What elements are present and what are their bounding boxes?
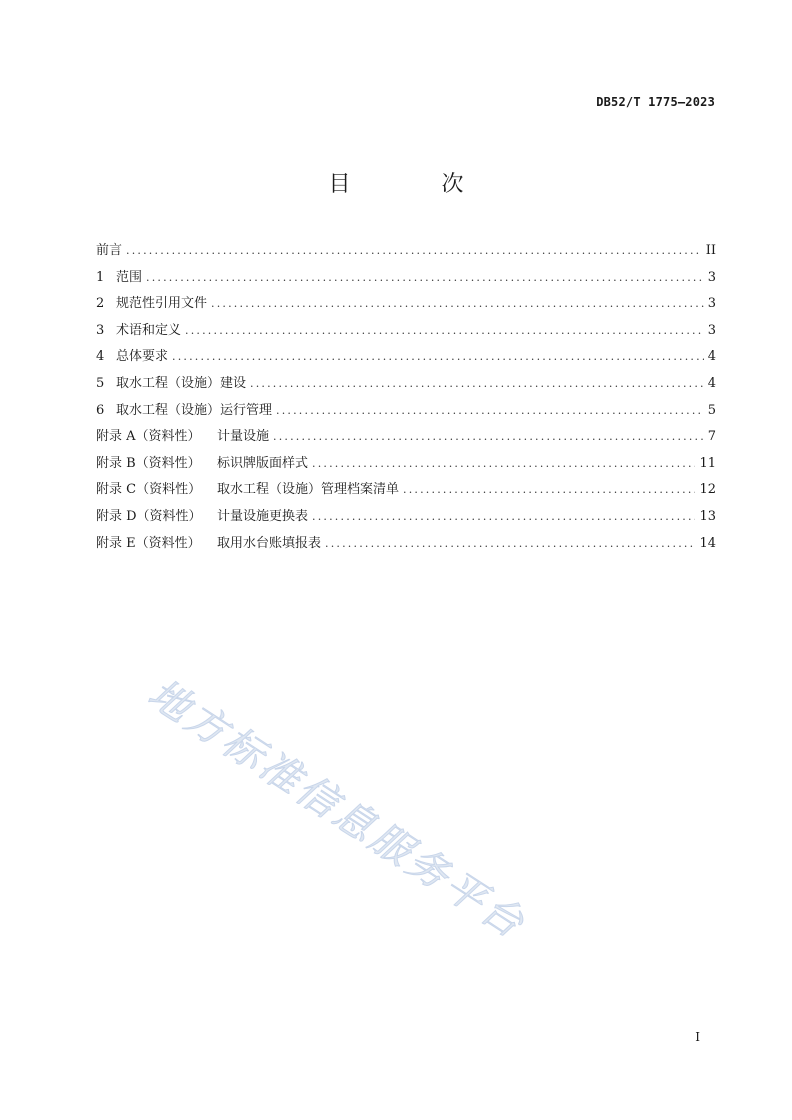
toc-appendix-head: 附录 E（资料性） xyxy=(96,535,201,551)
toc-entry-page: 4 xyxy=(707,375,716,391)
toc-entry-number: 2 xyxy=(96,296,105,312)
toc-leader-dots xyxy=(211,297,704,310)
toc-entry-label: 前言 xyxy=(96,243,123,258)
toc-entry-number: 5 xyxy=(96,375,105,391)
toc-entry-label: 取水工程（设施）运行管理 xyxy=(116,402,273,418)
toc-entry-label: 范围 xyxy=(116,269,143,285)
toc-entry-page: 3 xyxy=(707,269,716,285)
toc-entry-page: 13 xyxy=(699,508,716,524)
toc-entry-construction[interactable] xyxy=(96,372,716,399)
toc-leader-dots xyxy=(146,271,704,284)
toc-entry-page: 12 xyxy=(699,482,716,498)
toc-leader-dots xyxy=(312,510,695,523)
watermark: 地方标准信息服务平台 xyxy=(140,670,535,949)
page-number: I xyxy=(695,1030,700,1044)
toc-entry-number: 6 xyxy=(96,402,105,418)
document-code: DB52/T 1775—2023 xyxy=(596,95,715,109)
toc-entry-operation-management[interactable] xyxy=(96,399,716,426)
toc-leader-dots xyxy=(325,537,695,550)
toc-entry-foreword[interactable] xyxy=(96,239,716,266)
toc-appendix-label: 取水工程（设施）管理档案清单 xyxy=(217,482,400,498)
toc-entry-number: 4 xyxy=(96,349,105,365)
toc-appendix-e[interactable] xyxy=(96,532,716,559)
toc-entry-page: 3 xyxy=(707,296,716,312)
toc-leader-dots xyxy=(276,404,704,417)
toc-appendix-label: 计量设施 xyxy=(217,429,270,445)
toc-entry-page: 7 xyxy=(707,429,716,445)
toc-leader-dots xyxy=(172,350,704,363)
toc-entry-page: II xyxy=(705,243,716,258)
toc-entry-number: 3 xyxy=(96,322,105,338)
toc-entry-label: 规范性引用文件 xyxy=(116,296,208,312)
toc-leader-dots xyxy=(250,377,704,390)
toc-appendix-label: 计量设施更换表 xyxy=(217,508,309,524)
toc-leader-dots xyxy=(185,324,704,337)
toc-entry-number: 1 xyxy=(96,269,105,285)
toc-entry-page: 4 xyxy=(707,349,716,365)
toc-appendix-head: 附录 C（资料性） xyxy=(96,482,202,498)
toc-appendix-label: 标识牌版面样式 xyxy=(217,455,309,471)
toc-appendix-d[interactable] xyxy=(96,505,716,532)
table-of-contents xyxy=(96,239,716,558)
toc-appendix-a[interactable] xyxy=(96,425,716,452)
toc-appendix-b[interactable] xyxy=(96,452,716,479)
toc-entry-terms-definitions[interactable] xyxy=(96,319,716,346)
toc-appendix-head: 附录 D（资料性） xyxy=(96,508,202,524)
toc-entry-page: 11 xyxy=(699,455,716,471)
toc-title: 目 次 xyxy=(328,172,506,197)
toc-entry-page: 3 xyxy=(707,322,716,338)
toc-entry-general-requirements[interactable] xyxy=(96,345,716,372)
toc-appendix-label: 取用水台账填报表 xyxy=(217,535,322,551)
toc-leader-dots xyxy=(273,430,704,443)
toc-leader-dots xyxy=(403,483,695,496)
toc-appendix-head: 附录 B（资料性） xyxy=(96,455,201,471)
toc-entry-page: 5 xyxy=(707,402,716,418)
toc-entry-label: 总体要求 xyxy=(116,349,169,365)
toc-leader-dots xyxy=(312,457,695,470)
toc-entry-scope[interactable] xyxy=(96,266,716,293)
toc-entry-normative-references[interactable] xyxy=(96,292,716,319)
toc-appendix-head: 附录 A（资料性） xyxy=(96,429,201,445)
toc-entry-page: 14 xyxy=(699,535,716,551)
toc-entry-label: 术语和定义 xyxy=(116,322,182,338)
toc-appendix-c[interactable] xyxy=(96,478,716,505)
toc-entry-label: 取水工程（设施）建设 xyxy=(116,375,247,391)
toc-leader-dots xyxy=(126,244,702,257)
